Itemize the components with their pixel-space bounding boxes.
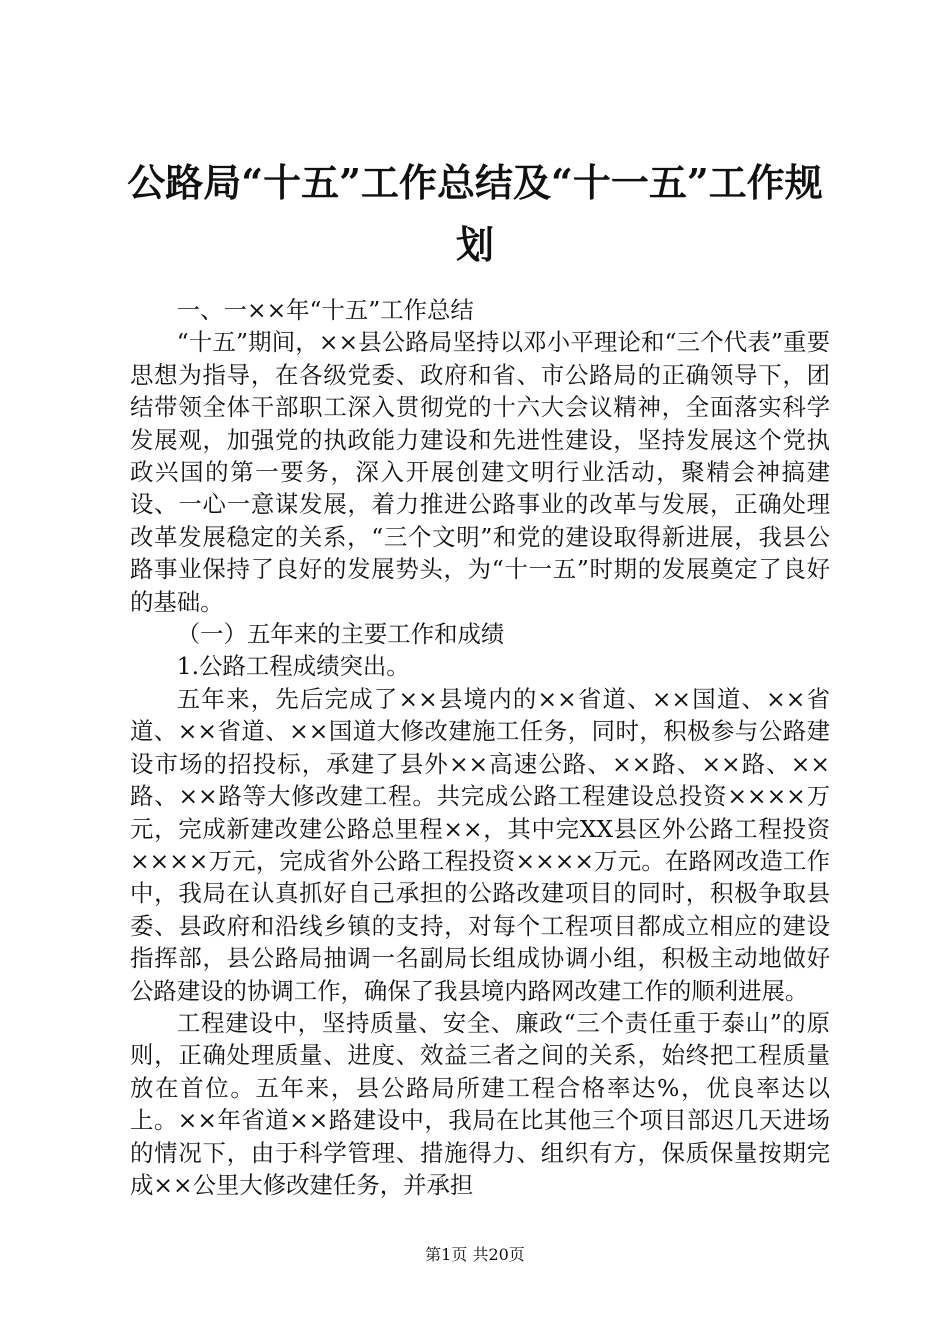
item-heading: 1.公路工程成绩突出。 [176, 652, 410, 681]
section-heading: 一、一××年“十五”工作总结 [176, 296, 474, 324]
subsection-heading: （一）五年来的主要工作和成绩 [176, 620, 505, 649]
body-paragraph: 工程建设中，坚持质量、安全、廉政“三个责任重于泰山”的原则，正确处理质量、进度、效益三者之间的关系，始终把工程质量放在首位。五年来，县公路局所建工程合格率达%，优良率达以上。××年省道××路建设中，我局在比其他三个项目部迟几天进场的情况下，由于科学管理、措施得力、组织有方，保质保量按期完成××公里大修改建任务，并承担 [130, 1008, 830, 1199]
body-paragraph: 五年来，先后完成了××县境内的××省道、××国道、××省道、××省道、××国道大修改建施工任务，同时，积极参与公路建设市场的招投标，承建了县外××高速公路、××路、××路、××路、××路等大修改建工程。共完成公路工程建设总投资××××万元，完成新建改建公路总里程××，其中完XX县区外公路工程投资××××万元，完成省外公路工程投资××××万元。在路网改造工作中，我局在认真抓好自己承担的公路改建项目的同时，积极争取县委、县政府和沿线乡镇的支持，对每个工程项目都成立相应的建设指挥部，县公路局抽调一名副局长组成协调小组，积极主动地做好公路建设的协调工作，确保了我县境内路网改建工作的顺利进展。 [130, 684, 830, 1005]
document-title: 公路局“十五”工作总结及“十一五”工作规划 [127, 160, 823, 267]
document-body [130, 294, 830, 1201]
page-footer: 第1页 共20页 [425, 1245, 525, 1264]
body-paragraph: “十五”期间，××县公路局坚持以邓小平理论和“三个代表”重要思想为指导，在各级党委、政府和省、市公路局的正确领导下，团结带领全体干部职工深入贯彻党的十六大会议精神，全面落实科学发展观，加强党的执政能力建设和先进性建设，坚持发展这个党执政兴国的第一要务，深入开展创建文明行业活动，聚精会神搞建设、一心一意谋发展，着力推进公路事业的改革与发展，正确处理改革发展稳定的关系，“三个文明”和党的建设取得新进展，我县公路事业保持了良好的发展势头，为“十一五”时期的发展奠定了良好的基础。 [130, 328, 830, 616]
